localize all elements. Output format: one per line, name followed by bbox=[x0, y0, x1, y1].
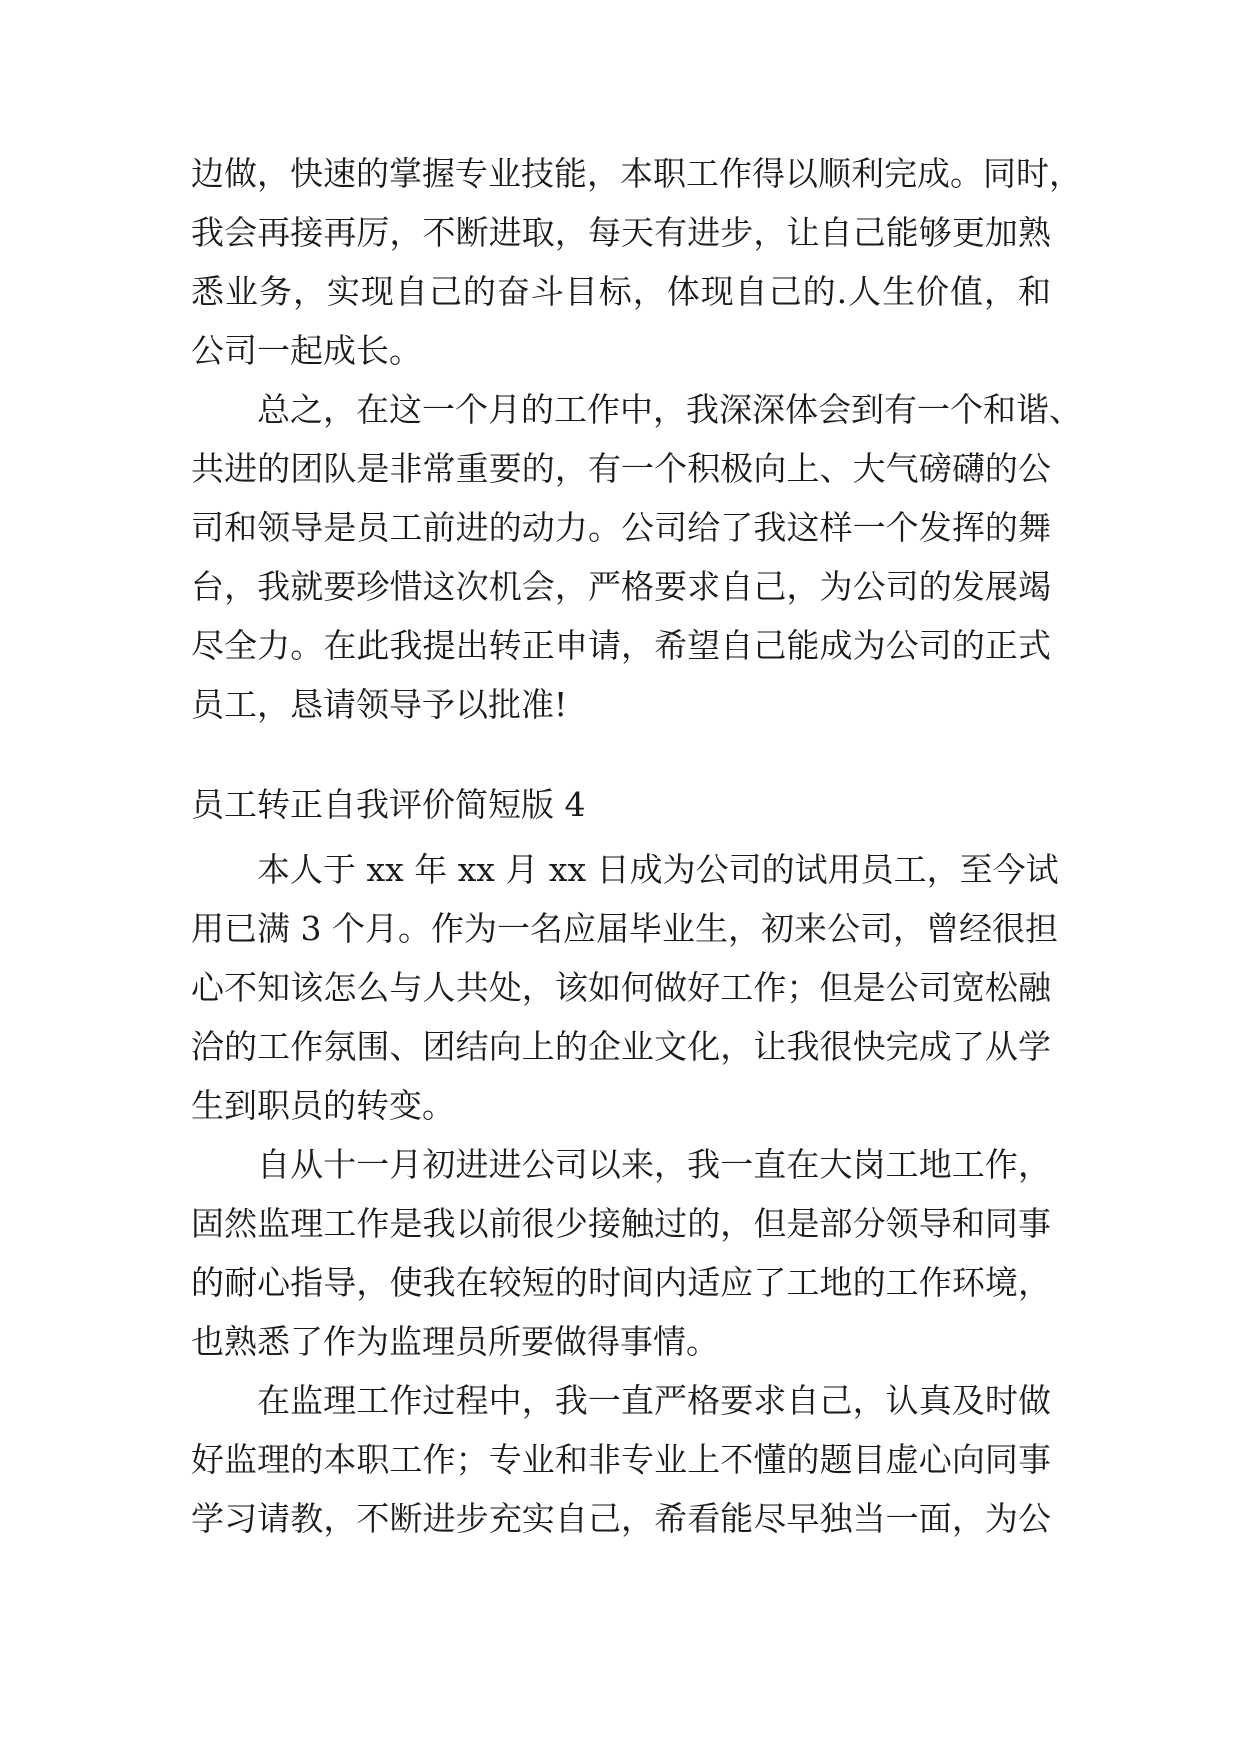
paragraph-3-line-4: 洽的工作氛围、团结向上的企业文化，让我很快完成了从学 bbox=[191, 1027, 1051, 1066]
paragraph-4-line-4: 也熟悉了作为监理员所要做得事情。 bbox=[191, 1322, 719, 1361]
paragraph-5-line-3: 学习请教，不断进步充实自己，希看能尽早独当一面，为公 bbox=[191, 1499, 1051, 1538]
paragraph-1-line-4: 公司一起成长。 bbox=[191, 331, 422, 370]
paragraph-1-line-2: 我会再接再厉，不断进取，每天有进步，让自己能够更加熟 bbox=[191, 213, 1051, 252]
paragraph-2-line-1: 总之，在这一个月的工作中，我深深体会到有一个和谐、 bbox=[257, 390, 1082, 429]
paragraph-3-line-5: 生到职员的转变。 bbox=[191, 1086, 455, 1125]
paragraph-2-line-5: 尽全力。在此我提出转正申请，希望自己能成为公司的正式 bbox=[191, 626, 1051, 665]
paragraph-2-line-3: 司和领导是员工前进的动力。公司给了我这样一个发挥的舞 bbox=[191, 508, 1051, 547]
paragraph-3-line-2: 用已满 3 个月。作为一名应届毕业生，初来公司，曾经很担 bbox=[191, 909, 1058, 948]
paragraph-5-line-2: 好监理的本职工作；专业和非专业上不懂的题目虚心向同事 bbox=[191, 1440, 1051, 1479]
paragraph-1-line-1: 边做，快速的掌握专业技能，本职工作得以顺利完成。同时， bbox=[191, 154, 1082, 193]
paragraph-3-line-1: 本人于 xx 年 xx 月 xx 日成为公司的试用员工，至今试 bbox=[257, 850, 1059, 889]
paragraph-4-line-1: 自从十一月初进进公司以来，我一直在大岗工地工作， bbox=[257, 1145, 1051, 1184]
paragraph-4-line-3: 的耐心指导，使我在较短的时间内适应了工地的工作环境， bbox=[191, 1263, 1051, 1302]
paragraph-2-line-6: 员工，恳请领导予以批准! bbox=[191, 685, 568, 724]
paragraph-5-line-1: 在监理工作过程中，我一直严格要求自己，认真及时做 bbox=[257, 1381, 1051, 1420]
paragraph-2-line-2: 共进的团队是非常重要的，有一个积极向上、大气磅礴的公 bbox=[191, 449, 1051, 488]
paragraph-4-line-2: 固然监理工作是我以前很少接触过的，但是部分领导和同事 bbox=[191, 1204, 1051, 1243]
section-heading: 员工转正自我评价简短版 4 bbox=[191, 785, 586, 824]
paragraph-2-line-4: 台，我就要珍惜这次机会，严格要求自己，为公司的发展竭 bbox=[191, 567, 1051, 606]
paragraph-3-line-3: 心不知该怎么与人共处，该如何做好工作；但是公司宽松融 bbox=[191, 968, 1051, 1007]
paragraph-1-line-3: 悉业务，实现自己的奋斗目标，体现自己的.人生价值，和 bbox=[191, 272, 1051, 311]
